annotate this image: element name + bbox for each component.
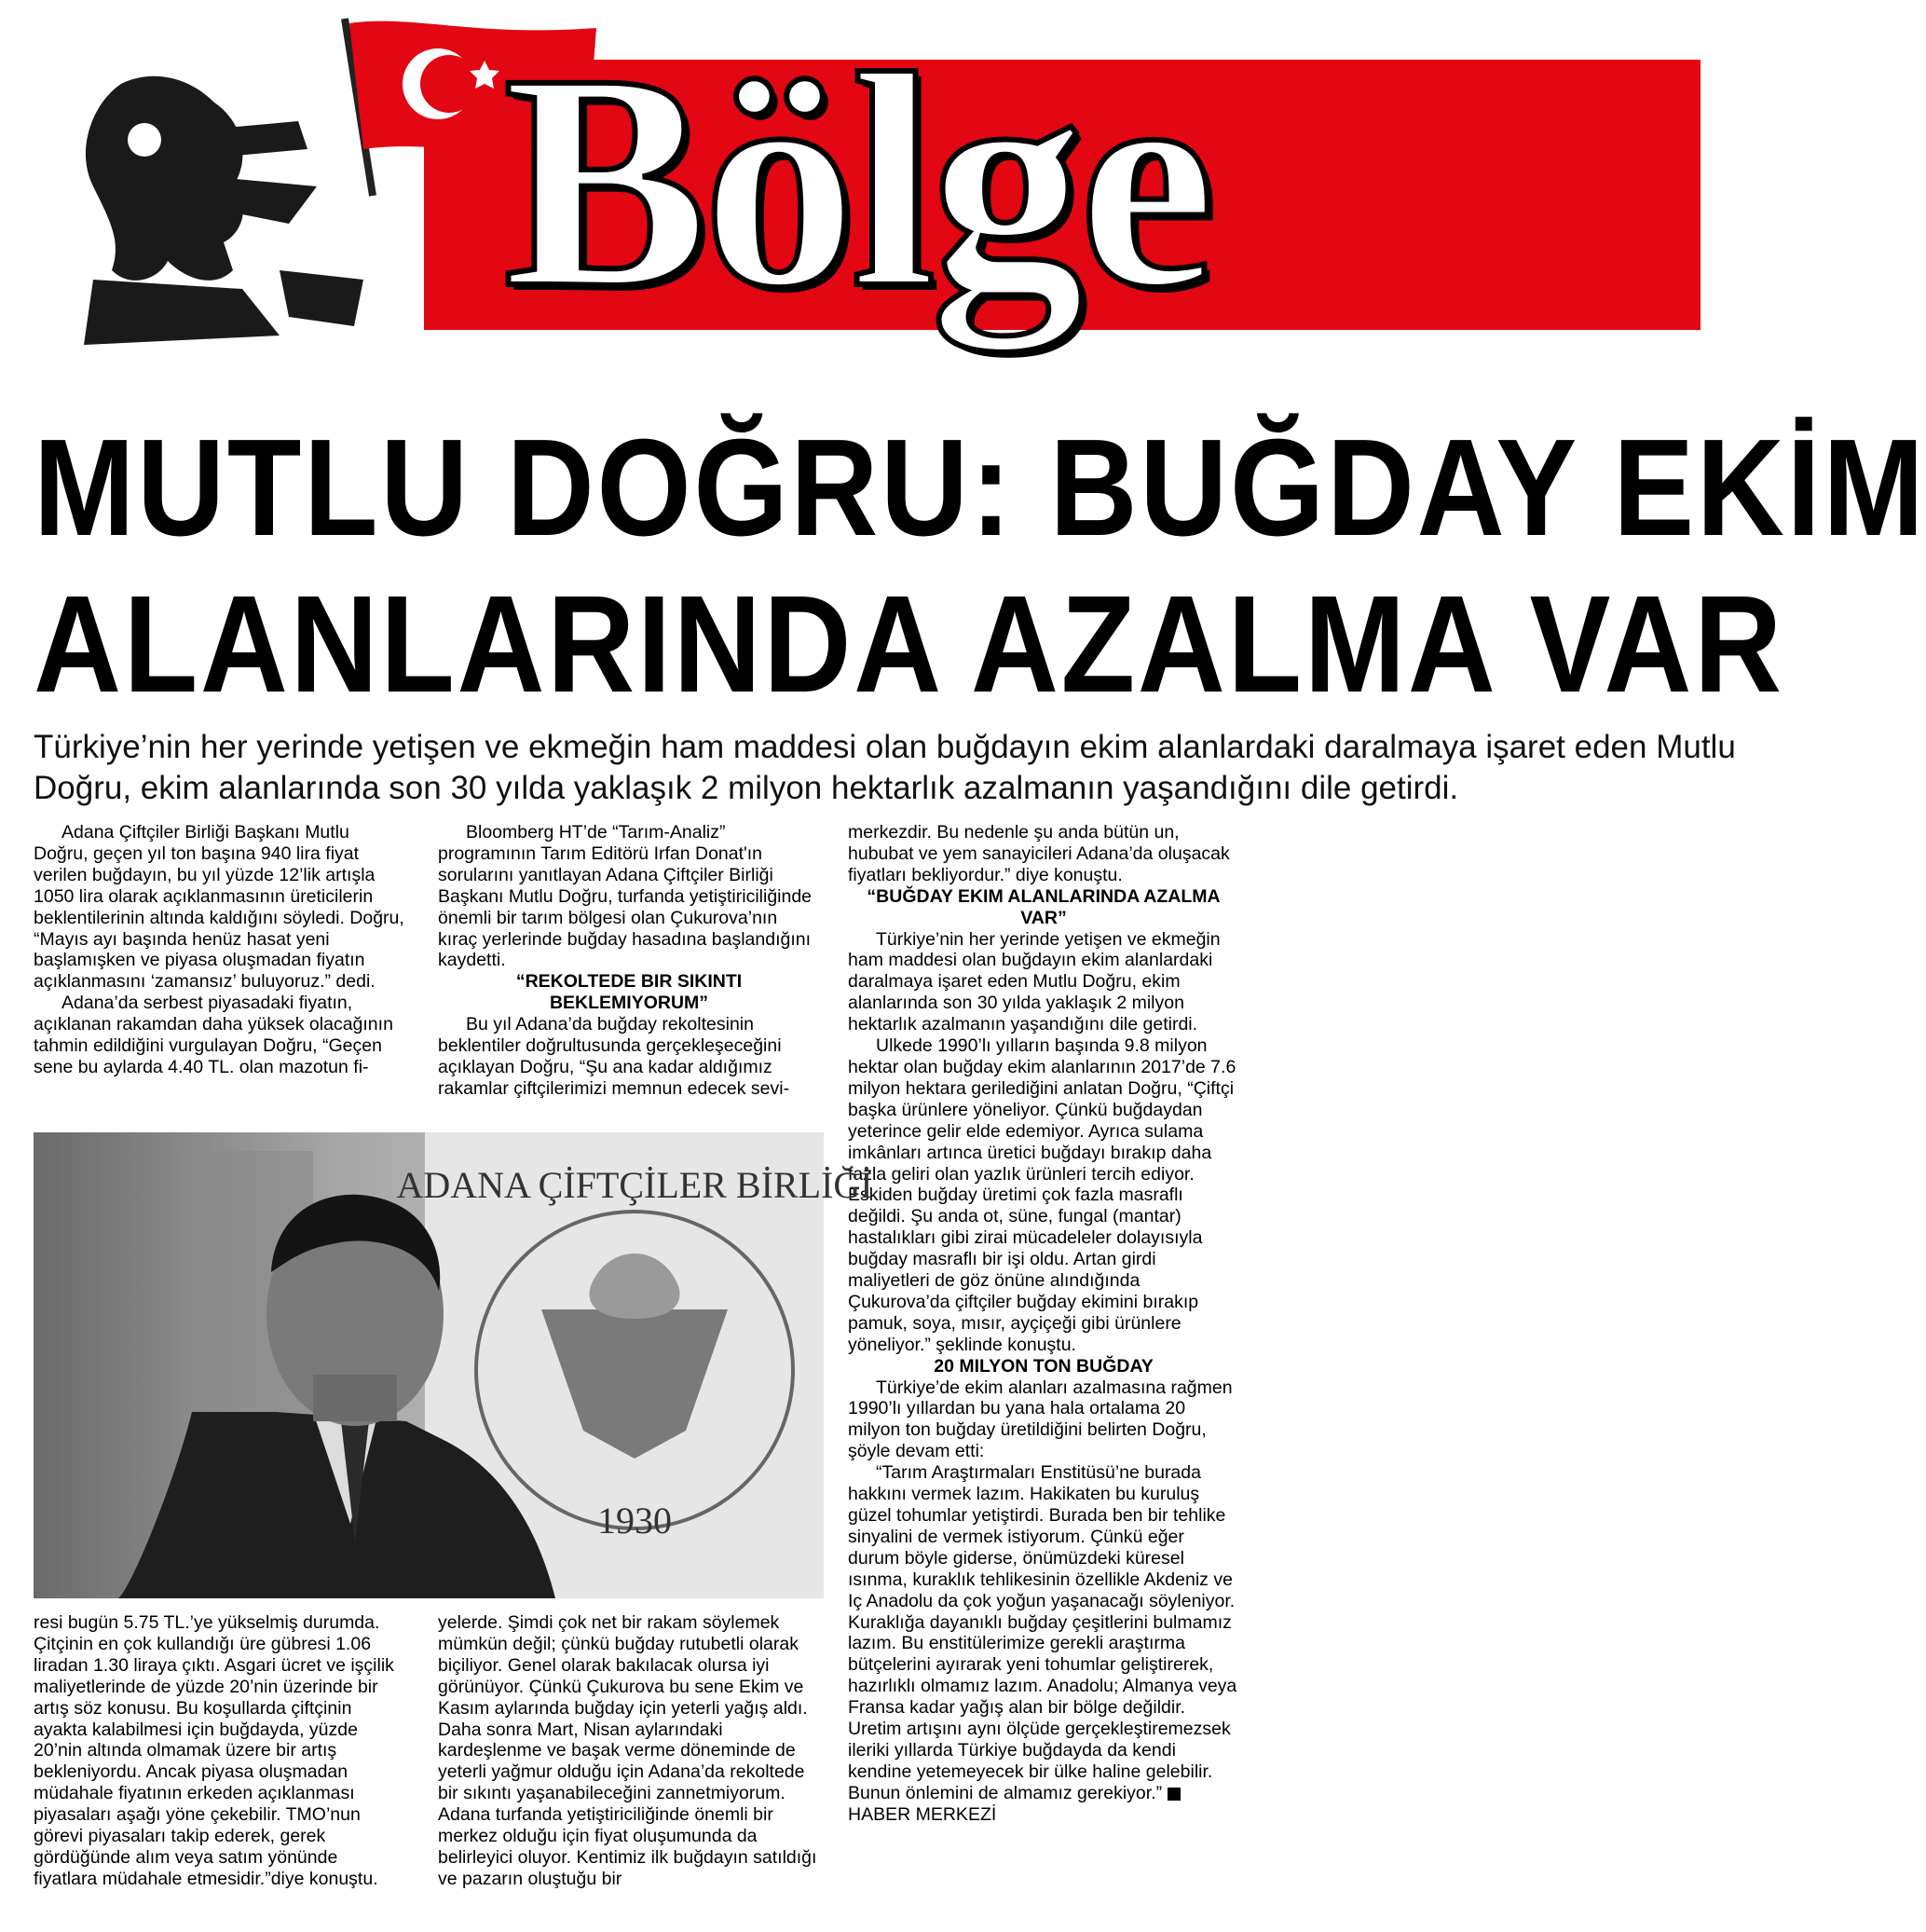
byline: HABER MERKEZİ — [848, 1783, 1186, 1825]
headline — [34, 410, 1926, 723]
logo-wordmark: Bölge — [503, 11, 1210, 351]
byline-square-icon — [1168, 1788, 1181, 1801]
column-2-bottom — [438, 1612, 820, 1890]
subheading: “REKOLTEDE BIR SIKINTI BEKLEMIYORUM” — [515, 971, 743, 1014]
paragraph: resi bugün 5.75 TL.’ye yükselmiş durumda. Çitçinin en çok kullandığı üre gübresi 1.06 liradan 1.30 liraya çıktı. Asgari ücret ve işçilik maliyetlerinde de yüzde 20’nin üzerinde bir artış söz konusu. Bu koşullarda çiftçinin ayakta kalabilmesi için buğdayda, yüzde 20’nin altında olmamak üzere bir artış bekleniyordu. Ancak piyasa oluşmadan müdahale fiyatının erkeden açıklanması piyasaları aşağı yöne çekebilir. TMO’nun görevi piyasaları takip ederek, gerek gördüğünde alım veya satım yönünde fiyatlara müdahale etmesidir.”diye konuştu. — [34, 1612, 394, 1889]
masthead — [0, 0, 1864, 401]
deck-summary: Türkiye’nin her yerinde yetişen ve ekmeğin ham maddesi olan buğdayın ekim alanlardaki daralmaya işaret eden Mutlu Doğru, ekim alanlarında son 30 yılda yaklaşık 2 milyon hektarlık azalmanın yaşandığını dile getirdi. — [34, 729, 1736, 806]
paragraph: Türkiye’de ekim alanları azalmasına rağmen 1990’lı yıllardan bu yana hala ortalama 20 milyon ton buğday üretildiğini belirten Doğru, şöyle devam etti: — [848, 1377, 1233, 1462]
paragraph: Türkiye’nin her yerinde yetişen ve ekmeğin ham maddesi olan buğdayın ekim alanlardaki daralmaya işaret eden Mutlu Doğru, ekim alanlarında son 30 yılda yaklaşık 2 milyon hektarlık azalmanın yaşandığını dile getirdi. — [848, 928, 1221, 1035]
quote-text: “Tarım Araştırmaları Enstitüsü’ne burada hakkını vermek lazım. Hakikaten bu kuruluş güzel tohumlar yetiştirdi. Burada ben bir tehlike sinyalini de vermek istiyorum. Çünkü eğer durum böyle giderse, önümüzdeki küresel ısınma, kuraklık tehlikesinin özellikle Akdeniz ve Iç Anadolu da çok yoğun yaşanacağı söyleniyor. Kuraklığa dayanıklı buğday çeşitlerini bulmamız lazım. Bu enstitülerimize gerekli araştırma bütçelerini ayırarak yeni tohumlar geliştirerek, hazırlıklı olmamız lazım. Anadolu; Almanya veya Fransa kadar yağış alan bir bölge değildir. Uretim artışını aynı ölçüde gerçekleştiremezsek ileriki yıllarda Türkiye buğdayda da kendi kendine yetemeyecek bir ülke haline gelebilir. Bunun önlemini de almamız gerekiyor.” — [848, 1462, 1237, 1803]
paragraph: Adana’da serbest piyasadaki fiyatın, açıklanan rakamdan daha yüksek olacağının tahmin edildiğini vurgulayan Doğru, “Geçen sene bu aylarda 4.40 TL. olan mazotun fi- — [34, 993, 393, 1077]
paragraph: Bloomberg HT’de “Tarım-Analiz” programının Tarım Editörü Irfan Donat'ın sorularını yanıtlayan Adana Çiftçiler Birliği Başkanı Mutlu Doğru, turfanda yetiştiriciliğinde önemli bir tarım bölgesi olan Çukurova’nın kıraç yerlerinde buğday hasadına başlandığını kaydetti. — [438, 822, 813, 971]
subheading: 20 MILYON TON BUĞDAY — [934, 1355, 1154, 1377]
paragraph: yelerde. Şimdi çok net bir rakam söylemek mümkün değil; çünkü buğday rutubetli olarak biçiliyor. Genel olarak bakılacak olursa iyi görünüyor. Çünkü Çukurova bu sene Ekim ve Kasım aylarında buğday için yeterli yağış aldı. Daha sonra Mart, Nisan aylarındaki kardeşlenme ve başak verme döneminde de yeterli yağmur olduğu için Adana’da rekoltede bir sıkıntı yaşanabileceğini zannetmiyorum. Adana turfanda yetiştiriciliğinde önemli bir merkez olduğu için fiyat oluşumunda da belirleyici oluyor. Kentimiz ilk buğdayın satıldığı ve pazarın oluştuğu bir — [438, 1612, 817, 1889]
paragraph: merkezdir. Bu nedenle şu anda bütün un, hububat ve yem sanayicileri Adana’da oluşacak fiyatları bekliyordur.” diye konuştu. — [848, 822, 1230, 885]
emblem-title: ADANA ÇİFTÇİLER BİRLİĞİ — [396, 1164, 873, 1206]
paragraph: Bu yıl Adana’da buğday rekoltesinin beklentiler doğrultusunda gerçekleşeceğini açıklayan Doğru, “Şu ana kadar aldığımız rakamlar çiftçilerimizi memnun edecek sevi- — [438, 1014, 790, 1099]
subheading: “BUĞDAY EKIM ALANLARINDA AZALMA VAR” — [867, 885, 1221, 928]
paragraph: Adana Çiftçiler Birliği Başkanı Mutlu Doğru, geçen yıl ton başına 940 lira fiyat verilen buğdayın, bu yıl yüzde 12’lik artışla 1050 lira olarak açıklanmasının üreticilerin beklentilerinin altında kaldığını söyledi. Doğru, “Mayıs ayı başında henüz hasat yeni başlamışken ve piyasa oluşmadan fiyatın açıklanmasını ‘zamansız’ buluyoruz.” dedi. — [34, 822, 404, 993]
photo-illustration — [34, 1132, 873, 1598]
column-1-top — [34, 822, 404, 1078]
headline-line-2: ALANLARINDA AZALMA VAR — [34, 568, 1784, 721]
column-1-bottom — [34, 1612, 404, 1890]
emblem-year: 1930 — [597, 1500, 672, 1541]
column-3 — [848, 822, 1239, 1826]
paragraph — [848, 1462, 1239, 1825]
column-2-top — [438, 822, 820, 1100]
article-photo — [34, 1132, 873, 1598]
paragraph: Ulkede 1990’lı yılların başında 9.8 milyon hektar olan buğday ekim alanlarının 2017’de 7.6 milyon hektara gerilediğini anlatan Doğru, “Çiftçi başka ürünlere yöneliyor. Çünkü buğdaydan yeterince gelir elde edemiyor. Ayrıca sulama imkânları artınca üretici buğdayı bırakıp daha fazla geliri olan yazlık ürünleri tercih ediyor. Eskiden buğday üretimi çok fazla masraflı değildi. Şu anda ot, süne, fungal (mantar) hastalıkları gibi zirai mücadeleler dolayısıyla buğday masraflı bir işi oldu. Artan girdi maliyetleri de göz önüne alındığında Çukurova’da çiftçiler buğday ekimini bırakıp pamuk, soya, mısır, ayçiçeği gibi ürünlere yöneliyor.” şeklinde konuştu. — [848, 1035, 1236, 1355]
headline-line-1: MUTLU DOĞRU: BUĞDAY EKİM — [34, 411, 1926, 565]
